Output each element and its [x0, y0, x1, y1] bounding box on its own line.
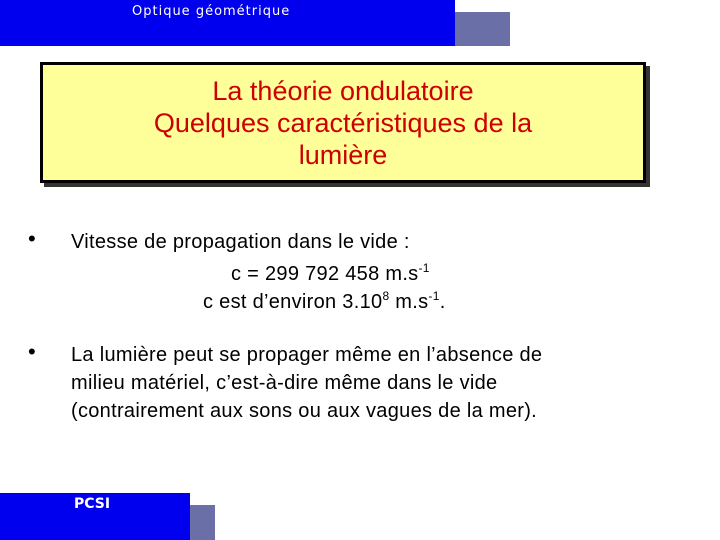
header-bar [0, 0, 455, 46]
slide-title-box [40, 62, 646, 183]
header-title: Optique géométrique [132, 4, 291, 19]
speed-of-light-approx: c est d’environ 3.10$^8$ $m.s^{-1}$. [203, 289, 446, 313]
footer-shadow-block [190, 505, 215, 540]
bullet-1-text: Vitesse de propagation dans le vide : [71, 231, 410, 253]
title-line-1: La théorie ondulatoire [212, 75, 474, 106]
speed-of-light-value: c = 299 792 458 $m.s^{-1}$ [231, 261, 430, 285]
bullet-2-line-3: (contrairement aux sons ou aux vagues de la mer). [71, 400, 538, 422]
bullet-dot-2: • [28, 339, 36, 364]
title-line-2: Quelques caractéristiques de la [153, 107, 533, 138]
bullet-2-line-1: La lumière peut se propager même en l’absence de [71, 344, 543, 366]
footer-label: PCSI [74, 496, 111, 512]
header-shadow-block [455, 12, 510, 46]
title-line-3: lumière [298, 139, 388, 170]
bullet-2-line-2: milieu matériel, c’est-à-dire même dans le vide [71, 372, 498, 394]
bullet-dot-1: • [28, 226, 36, 251]
